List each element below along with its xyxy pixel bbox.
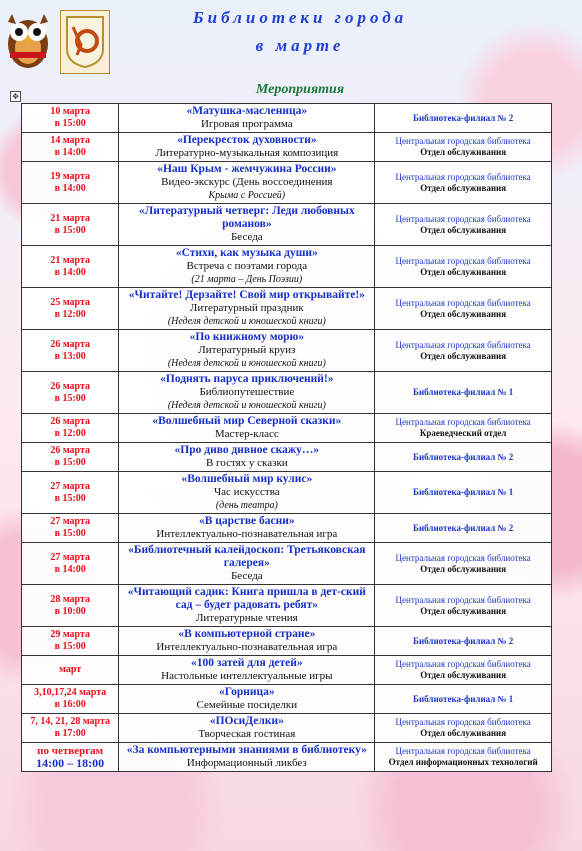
event-location-cell bbox=[375, 714, 552, 743]
library-name: Центральная городская библиотека bbox=[395, 297, 531, 308]
event-row bbox=[22, 204, 552, 246]
event-location-cell bbox=[375, 585, 552, 627]
event-description: Библиопутешествие bbox=[199, 386, 295, 398]
event-info-cell bbox=[119, 162, 375, 204]
city-emblem-icon bbox=[60, 10, 110, 74]
event-date-cell bbox=[22, 288, 119, 330]
library-department: Отдел обслуживания bbox=[420, 147, 507, 157]
page-title-line2: в марте bbox=[255, 36, 345, 55]
event-date: 7, 14, 21, 28 марта bbox=[30, 716, 111, 727]
event-date-cell bbox=[22, 104, 119, 133]
event-info-cell bbox=[119, 685, 375, 714]
event-description: Литературный круиз bbox=[198, 344, 296, 356]
event-info-cell bbox=[119, 514, 375, 543]
event-title: «Волшебный мир Северной сказки» bbox=[152, 415, 342, 427]
event-row bbox=[22, 656, 552, 685]
event-title: «В компьютерной стране» bbox=[178, 628, 316, 640]
event-info-cell bbox=[119, 627, 375, 656]
event-row bbox=[22, 585, 552, 627]
event-time: в 13:00 bbox=[54, 350, 86, 362]
event-description: Интеллектуально-познавательная игра bbox=[156, 528, 338, 540]
event-description: Мастер-класс bbox=[214, 428, 279, 440]
event-time: в 15:00 bbox=[54, 528, 86, 539]
table-move-handle-icon[interactable]: ✥ bbox=[10, 91, 21, 102]
event-note: (Неделя детской и юношеской книги) bbox=[167, 400, 326, 411]
library-name: Центральная городская библиотека bbox=[395, 136, 531, 146]
event-row bbox=[22, 372, 552, 414]
library-name: Центральная городская библиотека bbox=[395, 213, 531, 224]
event-description: Информационный ликбез bbox=[186, 757, 307, 769]
event-location-cell bbox=[375, 204, 552, 246]
event-note: (Неделя детской и юношеской книги) bbox=[167, 316, 326, 327]
event-location-cell bbox=[375, 133, 552, 162]
event-date-cell bbox=[22, 743, 119, 772]
event-date: 26 марта bbox=[50, 338, 91, 350]
library-department: Отдел обслуживания bbox=[420, 224, 507, 235]
event-date-cell bbox=[22, 472, 119, 514]
library-name: Библиотека-филиал № 2 bbox=[413, 635, 514, 646]
library-department: Отдел обслуживания bbox=[420, 605, 507, 616]
event-info-cell bbox=[119, 443, 375, 472]
event-description: Час искусства bbox=[214, 486, 280, 498]
event-row bbox=[22, 246, 552, 288]
event-date: 3,10,17,24 марта bbox=[34, 687, 107, 698]
event-date: март bbox=[59, 664, 82, 675]
event-date: 26 марта bbox=[50, 380, 91, 392]
event-date-cell bbox=[22, 443, 119, 472]
event-time: в 10:00 bbox=[54, 605, 86, 617]
event-row bbox=[22, 104, 552, 133]
event-title: «Наш Крым - жемчужина России» bbox=[157, 163, 337, 175]
library-name: Центральная городская библиотека bbox=[395, 339, 531, 350]
event-title: «За компьютерными знаниями в библиотеку» bbox=[126, 744, 367, 756]
event-description: Интеллектуально-познавательная игра bbox=[156, 641, 338, 653]
event-description: Беседа bbox=[230, 231, 263, 243]
event-time: в 14:00 bbox=[54, 563, 86, 575]
library-department: Отдел обслуживания bbox=[420, 308, 507, 319]
event-location-cell bbox=[375, 443, 552, 472]
event-info-cell bbox=[119, 743, 375, 772]
event-date: 26 марта bbox=[50, 416, 91, 427]
event-title: «По книжному морю» bbox=[189, 331, 305, 343]
event-date: 29 марта bbox=[50, 629, 91, 640]
event-row bbox=[22, 162, 552, 204]
event-title: «Библиотечный калейдоскоп: Третьяковская галерея» bbox=[128, 544, 366, 569]
page-title-line1: Библиотеки города bbox=[192, 8, 408, 27]
event-title: «Перекресток духовности» bbox=[177, 134, 317, 146]
event-row bbox=[22, 288, 552, 330]
page-title bbox=[150, 4, 450, 60]
library-name: Библиотека-филиал № 2 bbox=[413, 451, 514, 462]
event-date: 19 марта bbox=[50, 170, 91, 182]
event-row bbox=[22, 543, 552, 585]
event-description: Литературно-музыкальная композиция bbox=[155, 147, 339, 159]
event-description: Творческая гостиная bbox=[198, 728, 296, 740]
event-location-cell bbox=[375, 104, 552, 133]
event-date: 21 марта bbox=[50, 212, 91, 224]
event-description: Встреча с поэтами города bbox=[186, 260, 308, 272]
event-location-cell bbox=[375, 472, 552, 514]
event-time: в 15:00 bbox=[54, 641, 86, 652]
event-date-cell bbox=[22, 133, 119, 162]
event-row bbox=[22, 714, 552, 743]
event-info-cell bbox=[119, 330, 375, 372]
event-date-cell bbox=[22, 685, 119, 714]
library-department: Отдел обслуживания bbox=[420, 182, 507, 193]
event-location-cell bbox=[375, 743, 552, 772]
event-time: в 16:00 bbox=[54, 699, 86, 710]
event-date-cell bbox=[22, 627, 119, 656]
event-info-cell bbox=[119, 204, 375, 246]
events-table bbox=[21, 103, 552, 772]
event-title: «Стихи, как музыка души» bbox=[175, 247, 318, 259]
event-description: В гостях у сказки bbox=[205, 457, 288, 469]
event-time: в 15:00 bbox=[54, 118, 86, 129]
library-department: Отдел обслуживания bbox=[420, 266, 507, 277]
event-date: 14 марта bbox=[50, 135, 91, 146]
event-info-cell bbox=[119, 656, 375, 685]
event-date: 10 марта bbox=[50, 106, 91, 117]
library-name: Центральная городская библиотека bbox=[395, 594, 531, 605]
event-location-cell bbox=[375, 372, 552, 414]
event-date: 28 марта bbox=[50, 593, 91, 605]
event-row bbox=[22, 743, 552, 772]
event-date-cell bbox=[22, 330, 119, 372]
event-date-cell bbox=[22, 656, 119, 685]
event-title: «Читающий садик: Книга пришла в дет-ский сад – будет радовать ребят» bbox=[127, 586, 366, 611]
event-location-cell bbox=[375, 656, 552, 685]
event-row bbox=[22, 443, 552, 472]
event-description: Видео-экскурс (День воссоединения bbox=[161, 176, 333, 188]
event-info-cell bbox=[119, 414, 375, 443]
event-title: «Волшебный мир кулис» bbox=[181, 473, 313, 485]
event-date-cell bbox=[22, 514, 119, 543]
event-time: в 14:00 bbox=[54, 266, 86, 278]
library-name: Библиотека-филиал № 1 bbox=[413, 387, 514, 397]
event-time: в 15:00 bbox=[54, 392, 86, 404]
event-time: в 14:00 bbox=[54, 147, 86, 158]
library-department: Отдел обслуживания bbox=[420, 728, 507, 738]
library-department: Отдел обслуживания bbox=[420, 563, 507, 574]
event-info-cell bbox=[119, 472, 375, 514]
event-location-cell bbox=[375, 246, 552, 288]
event-info-cell bbox=[119, 543, 375, 585]
event-row bbox=[22, 133, 552, 162]
library-name: Центральная городская библиотека bbox=[395, 659, 531, 669]
event-note: (день театра) bbox=[215, 500, 278, 511]
event-date: 27 марта bbox=[50, 551, 91, 563]
event-time: в 17:00 bbox=[54, 728, 86, 739]
event-title: «Горница» bbox=[219, 686, 275, 698]
event-title: «Про диво дивное скажу…» bbox=[174, 444, 320, 456]
event-date-cell bbox=[22, 162, 119, 204]
event-time: в 12:00 bbox=[54, 428, 86, 439]
owl-icon bbox=[4, 8, 52, 70]
event-date-cell bbox=[22, 714, 119, 743]
event-time: 14:00 – 18:00 bbox=[36, 756, 105, 770]
event-row bbox=[22, 330, 552, 372]
event-date-cell bbox=[22, 585, 119, 627]
library-name: Центральная городская библиотека bbox=[395, 746, 531, 756]
library-department: Краеведческий отдел bbox=[419, 428, 507, 438]
event-note: Крыма с Россией) bbox=[208, 190, 286, 201]
event-row bbox=[22, 685, 552, 714]
event-description: Литературный праздник bbox=[189, 302, 304, 314]
event-description: Литературные чтения bbox=[195, 612, 298, 624]
event-location-cell bbox=[375, 330, 552, 372]
library-department: Отдел обслуживания bbox=[420, 350, 507, 361]
event-time: в 15:00 bbox=[54, 457, 86, 468]
library-name: Центральная городская библиотека bbox=[395, 552, 531, 563]
event-info-cell bbox=[119, 288, 375, 330]
event-description: Игровая программа bbox=[200, 118, 293, 130]
event-info-cell bbox=[119, 585, 375, 627]
library-name: Центральная городская библиотека bbox=[395, 255, 531, 266]
event-date: 27 марта bbox=[50, 516, 91, 527]
event-title: «Читайте! Дерзайте! Свой мир открывайте!» bbox=[128, 289, 365, 301]
library-department: Отдел обслуживания bbox=[420, 670, 507, 680]
event-row bbox=[22, 414, 552, 443]
event-date: по четвергам bbox=[37, 745, 104, 757]
event-date-cell bbox=[22, 204, 119, 246]
event-title: «ПОсиДелки» bbox=[209, 715, 284, 727]
library-name: Библиотека-филиал № 2 bbox=[413, 522, 514, 533]
event-description: Настольные интеллектуальные игры bbox=[161, 670, 333, 682]
event-location-cell bbox=[375, 514, 552, 543]
event-info-cell bbox=[119, 104, 375, 133]
event-date-cell bbox=[22, 372, 119, 414]
event-time: в 12:00 bbox=[54, 308, 86, 320]
event-location-cell bbox=[375, 162, 552, 204]
event-location-cell bbox=[375, 627, 552, 656]
event-location-cell bbox=[375, 414, 552, 443]
event-note: (21 марта – День Поэзии) bbox=[191, 274, 303, 285]
library-department: Отдел информационных технологий bbox=[388, 757, 538, 767]
event-date: 27 марта bbox=[50, 480, 91, 492]
event-row bbox=[22, 514, 552, 543]
library-name: Библиотека-филиал № 2 bbox=[413, 112, 514, 123]
event-time: в 15:00 bbox=[54, 224, 86, 236]
event-date: 21 марта bbox=[50, 254, 91, 266]
event-info-cell bbox=[119, 372, 375, 414]
library-name: Библиотека-филиал № 1 bbox=[413, 693, 514, 704]
event-title: «Литературный четверг: Леди любовных романов» bbox=[138, 205, 355, 230]
library-name: Центральная городская библиотека bbox=[395, 417, 531, 427]
library-name: Центральная городская библиотека bbox=[395, 171, 531, 182]
event-title: «В царстве басни» bbox=[199, 515, 295, 527]
event-date: 25 марта bbox=[50, 296, 91, 308]
event-title: «Матушка-масленица» bbox=[186, 105, 308, 117]
event-info-cell bbox=[119, 246, 375, 288]
section-subtitle: Мероприятия bbox=[255, 82, 345, 97]
event-title: «Поднять паруса приключений!» bbox=[160, 373, 334, 385]
event-location-cell bbox=[375, 288, 552, 330]
event-title: «100 затей для детей» bbox=[191, 657, 303, 669]
library-name: Центральная городская библиотека bbox=[395, 717, 531, 727]
event-info-cell bbox=[119, 133, 375, 162]
event-description: Беседа bbox=[230, 570, 263, 582]
event-row bbox=[22, 472, 552, 514]
event-time: в 14:00 bbox=[54, 182, 86, 194]
event-info-cell bbox=[119, 714, 375, 743]
library-name: Библиотека-филиал № 1 bbox=[413, 487, 514, 497]
event-date-cell bbox=[22, 246, 119, 288]
event-description: Семейные посиделки bbox=[196, 699, 298, 711]
event-location-cell bbox=[375, 543, 552, 585]
event-date: 26 марта bbox=[50, 445, 91, 456]
event-time: в 15:00 bbox=[54, 492, 86, 504]
event-location-cell bbox=[375, 685, 552, 714]
event-date-cell bbox=[22, 543, 119, 585]
event-date-cell bbox=[22, 414, 119, 443]
event-note: (Неделя детской и юношеской книги) bbox=[167, 358, 326, 369]
event-row bbox=[22, 627, 552, 656]
